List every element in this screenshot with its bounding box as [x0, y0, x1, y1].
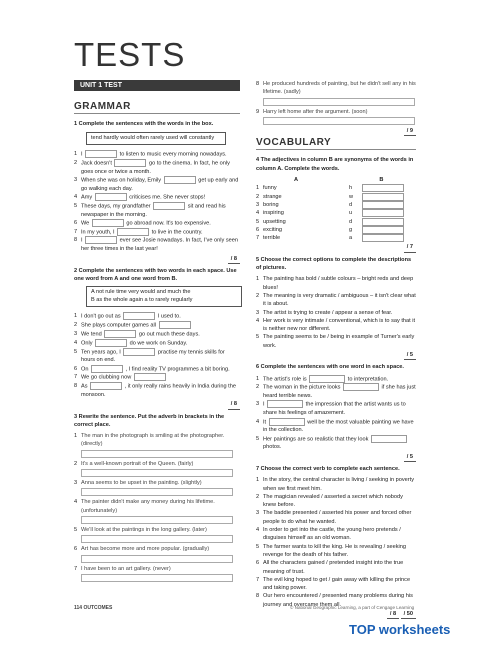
- item-text: [81, 150, 240, 159]
- q1-list: [74, 150, 240, 253]
- item-text-before: In my youth, I: [81, 229, 117, 236]
- q3-item: [74, 545, 240, 553]
- q6-item: [256, 383, 416, 400]
- item-text: [81, 365, 240, 374]
- footer-page-number: 114 OUTCOMES: [74, 605, 113, 611]
- column-a-word: inspiring: [263, 210, 284, 217]
- q3-score: / 9: [256, 127, 416, 136]
- answer-blank[interactable]: [104, 330, 136, 338]
- item-number: 5: [256, 543, 260, 550]
- q2-score: / 8: [74, 400, 240, 409]
- item-number: 2: [74, 460, 78, 467]
- q2-item: [74, 321, 240, 330]
- item-number: 5: [256, 435, 260, 442]
- q2-item: [74, 348, 240, 365]
- answer-line[interactable]: [81, 488, 233, 496]
- item-text-before: Her paintings are so realistic that they look: [263, 436, 370, 443]
- item-number: 1: [256, 477, 260, 484]
- answer-blank[interactable]: [159, 321, 191, 329]
- item-number: 8: [74, 237, 78, 244]
- q1-item: [74, 236, 240, 253]
- item-number: 5: [256, 334, 260, 341]
- item-text-before: Only: [81, 340, 95, 347]
- item-text: [81, 193, 240, 202]
- item-number: 3: [256, 510, 260, 517]
- item-number: 4: [256, 527, 260, 534]
- item-text-before: Amy: [81, 194, 94, 201]
- item-text-after: go abroad now. It's too expensive.: [124, 220, 211, 227]
- item-text: The painting seems to be / being in example of Turner's early work.: [263, 334, 415, 349]
- item-number: 8: [74, 383, 78, 390]
- item-text: [81, 228, 240, 237]
- answer-blank[interactable]: [134, 373, 166, 381]
- q4-item: [256, 184, 416, 192]
- item-number: 8: [256, 593, 260, 600]
- item-text-after: to interpretation.: [346, 376, 389, 383]
- q7-item: [256, 526, 416, 543]
- q3-continued-list: [256, 80, 416, 125]
- column-b-first-letter: d: [349, 201, 353, 208]
- item-number: 2: [74, 322, 78, 329]
- item-text: [263, 375, 416, 384]
- q3-item: [74, 460, 240, 468]
- item-number: 4: [256, 317, 260, 324]
- item-text-after: I used to.: [156, 313, 181, 320]
- brand-watermark: TOP worksheets: [349, 622, 451, 637]
- footer-copyright: © National Geographic Learning, a part of Cengage Learning: [290, 605, 415, 610]
- item-number: 5: [74, 202, 78, 209]
- vocabulary-heading: VOCABULARY: [256, 139, 416, 150]
- item-text-after: get up early and go walking each day.: [81, 177, 239, 192]
- item-number: 6: [256, 560, 260, 567]
- q6-score: / 5: [256, 453, 416, 462]
- item-text-before: I: [263, 401, 267, 408]
- column-a-word: boring: [263, 201, 279, 208]
- q3-heading: 3 Rewrite the sentence. Put the adverb in brackets in the correct place.: [74, 413, 225, 428]
- answer-blank[interactable]: [95, 193, 127, 201]
- column-b-first-letter: h: [349, 185, 353, 192]
- page-title: TESTS: [74, 36, 186, 73]
- answer-blank[interactable]: [153, 202, 185, 210]
- item-text: All the characters gained / pretended insight into the true meaning of trust.: [263, 560, 404, 575]
- q4-item: [256, 209, 416, 217]
- q3-item: [74, 526, 240, 534]
- column-b-first-letter: u: [349, 210, 353, 217]
- item-number: 6: [74, 219, 78, 226]
- answer-blank[interactable]: [343, 383, 379, 391]
- q3-item: [74, 432, 240, 449]
- item-number: 2: [256, 384, 260, 391]
- column-b-first-letter: g: [349, 226, 353, 233]
- item-text-before: I: [81, 151, 85, 158]
- q1-item: [74, 150, 240, 159]
- answer-line[interactable]: [81, 469, 233, 477]
- q3-list: [74, 432, 240, 582]
- column-a-word: upsetting: [263, 218, 286, 225]
- item-number: 6: [256, 226, 260, 233]
- answer-line[interactable]: [81, 574, 233, 582]
- q4-item: [256, 234, 416, 242]
- q5-item: [256, 275, 416, 292]
- item-text: Harry left home after the argument. (soon): [263, 108, 368, 115]
- item-text: In the story, the central character is living / seeking in poverty when we first meet him.: [263, 477, 414, 492]
- item-text-after: , it only really rains heavily in India during the monsoon.: [81, 383, 236, 398]
- answer-blank[interactable]: [164, 176, 196, 184]
- item-text: The evil king hoped to get / gain away with killing the prince and taking power.: [263, 576, 411, 592]
- column-a-word: terrible: [263, 235, 281, 242]
- q5-item: [256, 333, 416, 350]
- item-text-after: do we work on Sunday.: [128, 340, 188, 347]
- answer-blank[interactable]: [267, 400, 303, 408]
- answer-blank[interactable]: [114, 159, 146, 167]
- answer-blank[interactable]: [85, 236, 117, 244]
- item-text-before: As: [81, 383, 90, 390]
- item-text: [81, 339, 240, 348]
- item-number: 2: [256, 193, 260, 200]
- item-text: The baddie presented / asserted his power and forced other people to do what he wanted.: [263, 510, 412, 525]
- q5-item: [256, 292, 416, 309]
- item-number: 6: [74, 365, 78, 372]
- q7-item: [256, 476, 416, 493]
- item-number: 1: [256, 185, 260, 192]
- answer-blank[interactable]: [123, 348, 155, 356]
- item-number: 6: [74, 546, 78, 553]
- q7-list: [256, 476, 416, 609]
- answer-blank[interactable]: [269, 418, 305, 426]
- item-number: 1: [74, 313, 78, 320]
- q3-item: [74, 565, 240, 573]
- answer-blank[interactable]: [362, 218, 404, 226]
- item-number: 3: [74, 330, 78, 337]
- q1-item: [74, 193, 240, 202]
- q6-item: [256, 435, 416, 452]
- q7-item: [256, 543, 416, 560]
- answer-blank[interactable]: [123, 312, 155, 320]
- item-text-after: criticises me. She never stops!: [127, 194, 206, 201]
- item-number: 4: [74, 499, 78, 506]
- item-text-after: well be the most valuable painting we have in the collection.: [263, 419, 414, 434]
- item-number: 2: [256, 292, 260, 299]
- answer-line[interactable]: [81, 535, 233, 543]
- item-text: The painter didn't make any money during his lifetime. (unfortunately): [81, 499, 215, 514]
- item-number: 7: [256, 235, 260, 242]
- item-number: 3: [74, 480, 78, 487]
- item-text: [81, 373, 240, 382]
- q1-item: [74, 176, 240, 193]
- answer-line[interactable]: [81, 516, 233, 524]
- answer-blank[interactable]: [117, 228, 149, 236]
- item-text: [263, 418, 416, 435]
- column-b-first-letter: w: [349, 193, 354, 200]
- item-number: 1: [74, 433, 78, 440]
- q4-item: [256, 193, 416, 201]
- item-text: [81, 236, 240, 253]
- answer-line[interactable]: [263, 98, 415, 106]
- item-text-before: We go clubbing now: [81, 374, 133, 381]
- item-text-after: ever see Josie nowadays. In fact, I've only seen her three times in the last year!: [81, 237, 238, 253]
- item-text-before: We: [81, 220, 91, 227]
- item-text-after: go out much these days.: [137, 331, 200, 338]
- item-text: The meaning is very dramatic / ambiguous – it isn't clear what it is about.: [263, 292, 416, 308]
- column-a-word: strange: [263, 193, 282, 200]
- q6-list: [256, 375, 416, 452]
- item-number: 3: [256, 401, 260, 408]
- item-text-before: It: [263, 419, 268, 426]
- item-text: The man in the photograph is smiling at the photographer. (directly): [81, 433, 225, 448]
- answer-blank[interactable]: [362, 184, 404, 192]
- item-text-after: practise my tennis skills for hours on end.: [81, 349, 225, 364]
- item-text-after: if she has just heard terrible news.: [263, 384, 416, 400]
- item-number: 7: [74, 374, 78, 381]
- item-text: I have been to an art gallery. (never): [81, 565, 171, 572]
- item-number: 7: [256, 576, 260, 583]
- q1-score: / 8: [74, 255, 240, 264]
- item-text: [263, 400, 416, 417]
- q7-item: [256, 509, 416, 526]
- answer-line[interactable]: [81, 450, 233, 458]
- q5-list: [256, 275, 416, 350]
- answer-blank[interactable]: [362, 193, 404, 201]
- item-number: 1: [256, 276, 260, 283]
- item-text: Our hero encountered / presented many problems during his journey and overcame them all.: [263, 593, 413, 608]
- item-number: 8: [256, 81, 260, 87]
- item-number: 3: [256, 201, 260, 208]
- q6-heading: 6 Complete the sentences with one word in each space.: [256, 364, 404, 371]
- item-text: [81, 330, 240, 339]
- item-text: [81, 321, 240, 330]
- item-text-after: , I find reality TV programmes a bit boring.: [124, 366, 230, 373]
- q3-item: [256, 80, 416, 97]
- q2-item: [74, 382, 240, 399]
- column-b-first-letter: a: [349, 235, 353, 242]
- q7-item: [256, 576, 416, 593]
- item-text: The farmer wants to kill the king. He is revealing / seeking revenge for the death of his father.: [263, 543, 407, 558]
- q5-item: [256, 317, 416, 334]
- q1-item: [74, 219, 240, 228]
- q4-score: / 7: [256, 243, 416, 252]
- q3-item: [74, 479, 240, 487]
- q2-item: [74, 339, 240, 348]
- item-number: 4: [256, 210, 260, 217]
- q4-col-b: B: [379, 177, 384, 184]
- item-number: 3: [256, 309, 260, 316]
- q4-heading: 4 The adjectives in column B are synonyms of the words in column A. Complete the words.: [256, 157, 414, 172]
- item-text: [81, 312, 240, 321]
- answer-blank[interactable]: [91, 365, 123, 373]
- q2-item: [74, 312, 240, 321]
- item-text: [81, 159, 240, 176]
- left-column: [74, 80, 240, 584]
- q2-item: [74, 365, 240, 374]
- answer-blank[interactable]: [95, 339, 127, 347]
- item-text-before: I: [81, 237, 85, 244]
- item-text-before: These days, my grandfather: [81, 203, 153, 210]
- item-text-after: photos.: [263, 444, 282, 451]
- right-column: [256, 80, 416, 622]
- column-a-word: exciting: [263, 226, 282, 233]
- item-text: In order to get into the castle, the young hero pretends / disguises himself as an old woman.: [263, 527, 401, 542]
- q6-item: [256, 375, 416, 384]
- item-text: [81, 219, 240, 228]
- item-number: 9: [256, 108, 260, 115]
- item-text: Her work is very intimate / conventional, which is to say that it is neither new nor different.: [263, 317, 416, 333]
- q5-heading: 5 Choose the correct options to complete the descriptions of pictures.: [256, 256, 412, 272]
- item-text-after: to listen to music every morning nowadays.: [118, 151, 227, 158]
- item-number: 5: [256, 218, 260, 225]
- item-text-after: go to the cinema. In fact, he only goes once or twice a month.: [81, 160, 230, 175]
- item-text: It's a well-known portrait of the Queen. (fairly): [81, 460, 194, 467]
- item-text: [263, 435, 416, 452]
- item-number: 1: [256, 375, 260, 382]
- answer-blank[interactable]: [90, 382, 122, 390]
- q1-item: [74, 159, 240, 176]
- q6-item: [256, 400, 416, 417]
- item-number: 5: [74, 526, 78, 533]
- q2-list: [74, 312, 240, 399]
- column-a-word: funny: [263, 185, 277, 192]
- item-text-before: Ten years ago, I: [81, 349, 123, 356]
- q7-score: / 8 / 50: [256, 610, 416, 619]
- q4-item: [256, 201, 416, 209]
- item-text: The painting has bold / subtle colours – bright reds and deep blues!: [263, 276, 414, 291]
- item-number: 7: [74, 565, 78, 572]
- answer-blank[interactable]: [362, 201, 404, 209]
- item-number: 2: [256, 493, 260, 500]
- q4-list: [256, 184, 416, 242]
- item-text: Art has become more and more popular. (gradually): [81, 546, 210, 553]
- answer-blank[interactable]: [362, 226, 404, 234]
- answer-line[interactable]: [81, 555, 233, 563]
- item-number: 2: [74, 159, 78, 166]
- answer-blank[interactable]: [309, 375, 345, 383]
- item-number: 4: [256, 418, 260, 425]
- q2-box-b: B as the whole again a to rarely regularly: [91, 296, 193, 303]
- item-number: 4: [74, 339, 78, 346]
- item-text: [81, 176, 240, 193]
- q6-item: [256, 418, 416, 435]
- q1-item: [74, 202, 240, 219]
- item-text-before: We tend: [81, 331, 104, 338]
- q7-item: [256, 493, 416, 510]
- item-text: He produced hundreds of painting, but he didn't sell any in his lifetime. (sadly): [263, 81, 416, 96]
- answer-line[interactable]: [263, 117, 415, 125]
- item-text-before: The woman in the picture looks: [263, 384, 342, 391]
- q2-box-a: A not rule time very would and much the: [91, 289, 191, 296]
- unit-bar: UNIT 1 TEST: [74, 80, 240, 91]
- answer-blank[interactable]: [362, 234, 404, 242]
- q3-item: [74, 498, 240, 515]
- q7-item: [256, 559, 416, 576]
- item-text-before: When she was on holiday, Emily: [81, 177, 163, 184]
- item-text-before: The artist's role is: [263, 376, 309, 383]
- item-text-before: She plays computer games all: [81, 322, 158, 329]
- q4-col-a: A: [294, 177, 298, 184]
- q1-word-box: tend hardly would often rarely used will constantly: [86, 132, 226, 146]
- answer-blank[interactable]: [85, 150, 117, 158]
- q2-word-box: [86, 286, 242, 307]
- grammar-heading: GRAMMAR: [74, 103, 240, 114]
- q4-item: [256, 218, 416, 226]
- item-text-after: sit and read his newspaper in the morning.: [81, 203, 226, 218]
- column-b-first-letter: d: [349, 218, 353, 225]
- item-text: We'll look at the paintings in the long gallery. (later): [81, 526, 207, 533]
- item-number: 7: [74, 228, 78, 235]
- q4-item: [256, 226, 416, 234]
- q1-item: [74, 228, 240, 237]
- q1-heading: 1 Complete the sentences with the words in the box.: [74, 121, 214, 128]
- answer-blank[interactable]: [371, 435, 407, 443]
- item-text: The artist is trying to create / appear a sense of fear.: [263, 309, 393, 316]
- item-text-before: On: [81, 366, 91, 373]
- item-text-before: I don't go out as: [81, 313, 123, 320]
- item-text: [81, 382, 240, 399]
- q3-item: [256, 108, 416, 116]
- item-text-after: the impression that the artist wants us to share his feelings of amazement.: [263, 401, 406, 417]
- item-text-before: Jack doesn't: [81, 160, 114, 167]
- item-number: 4: [74, 194, 78, 201]
- item-number: 1: [74, 151, 78, 158]
- item-text: [263, 383, 416, 400]
- item-text-after: to live in the country.: [150, 229, 203, 236]
- item-number: 5: [74, 348, 78, 355]
- item-text: The magician revealed / asserted a secret which nobody knew before.: [263, 493, 403, 509]
- q2-item: [74, 373, 240, 382]
- q2-heading: 2 Complete the sentences with two words in each space. Use one word from A and one word from B.: [74, 267, 237, 283]
- q7-heading: 7 Choose the correct verb to complete each sentence.: [256, 466, 400, 472]
- q2-item: [74, 330, 240, 339]
- q5-item: [256, 309, 416, 317]
- item-text: [81, 202, 240, 219]
- item-number: 3: [74, 176, 78, 183]
- answer-blank[interactable]: [92, 219, 124, 227]
- q4-column-headers: [294, 176, 416, 184]
- item-text: Anna seems to be upset in the painting. (slightly): [81, 480, 202, 487]
- answer-blank[interactable]: [362, 209, 404, 217]
- q5-score: / 5: [256, 351, 416, 360]
- item-text: [81, 348, 240, 365]
